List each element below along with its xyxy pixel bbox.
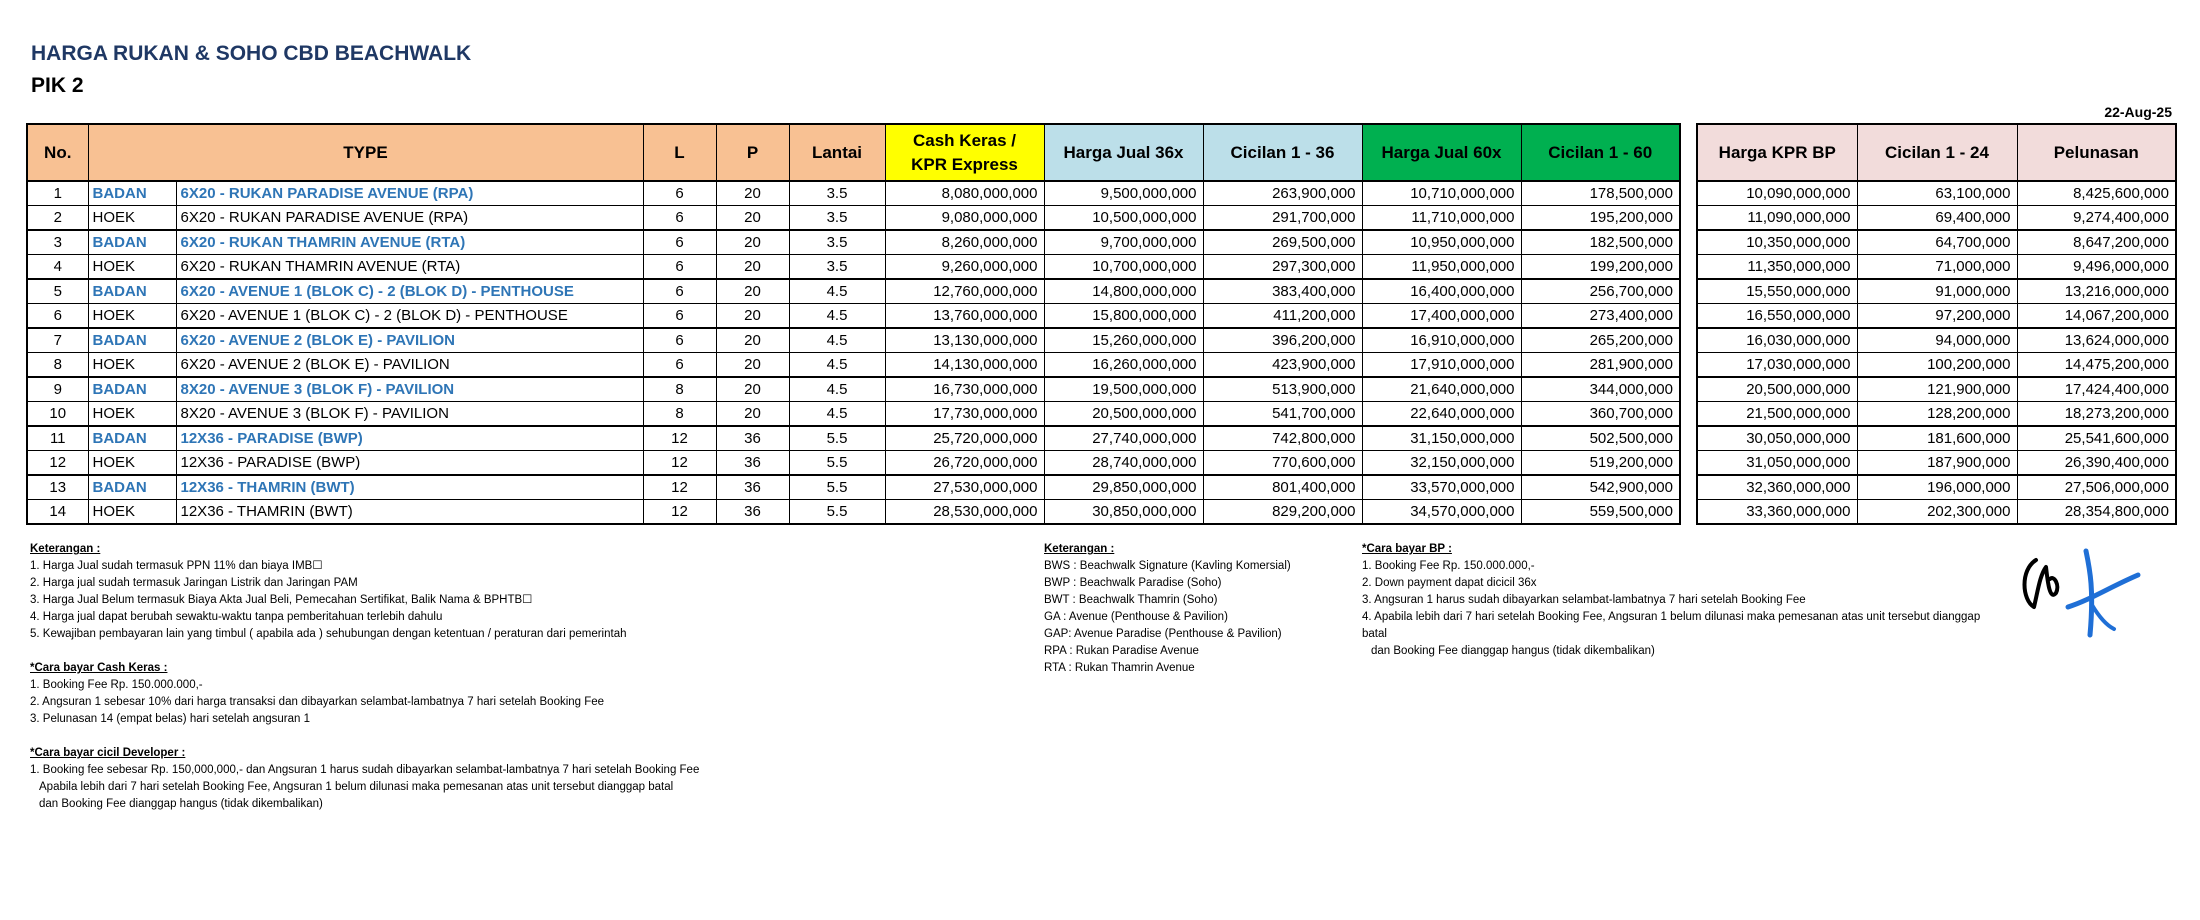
row-type: 6X20 - RUKAN THAMRIN AVENUE (RTA) bbox=[176, 230, 643, 255]
row-cicilan-36: 411,200,000 bbox=[1203, 304, 1362, 329]
row-cicilan-60: 265,200,000 bbox=[1521, 328, 1680, 353]
row-lantai: 4.5 bbox=[789, 328, 885, 353]
kpr-row bbox=[1697, 500, 2176, 525]
row-pelunasan: 18,273,200,000 bbox=[2017, 402, 2176, 427]
row-harga-36: 14,800,000,000 bbox=[1044, 279, 1203, 304]
cash-heading: *Cara bayar Cash Keras : bbox=[30, 662, 168, 674]
header-harga-36: Harga Jual 36x bbox=[1044, 124, 1203, 181]
row-cash-keras: 27,530,000,000 bbox=[885, 475, 1044, 500]
row-pelunasan: 28,354,800,000 bbox=[2017, 500, 2176, 525]
row-position: BADAN bbox=[88, 426, 176, 451]
row-l: 6 bbox=[643, 304, 716, 329]
row-p: 20 bbox=[716, 377, 789, 402]
row-cash-keras: 28,530,000,000 bbox=[885, 500, 1044, 525]
row-cicilan-24: 71,000,000 bbox=[1857, 255, 2017, 280]
row-type: 12X36 - THAMRIN (BWT) bbox=[176, 475, 643, 500]
row-cash-keras: 13,130,000,000 bbox=[885, 328, 1044, 353]
row-lantai: 4.5 bbox=[789, 402, 885, 427]
row-cicilan-60: 199,200,000 bbox=[1521, 255, 1680, 280]
abbrev-item: RTA : Rukan Thamrin Avenue bbox=[1044, 662, 1195, 674]
row-number: 5 bbox=[27, 279, 88, 304]
row-position: HOEK bbox=[88, 304, 176, 329]
row-lantai: 3.5 bbox=[789, 206, 885, 231]
kpr-row bbox=[1697, 402, 2176, 427]
row-number: 11 bbox=[27, 426, 88, 451]
row-harga-36: 29,850,000,000 bbox=[1044, 475, 1203, 500]
row-harga-36: 16,260,000,000 bbox=[1044, 353, 1203, 378]
row-pelunasan: 8,425,600,000 bbox=[2017, 181, 2176, 206]
row-harga-36: 10,500,000,000 bbox=[1044, 206, 1203, 231]
row-lantai: 5.5 bbox=[789, 475, 885, 500]
row-type: 6X20 - RUKAN PARADISE AVENUE (RPA) bbox=[176, 206, 643, 231]
row-type: 6X20 - AVENUE 2 (BLOK E) - PAVILION bbox=[176, 353, 643, 378]
row-cicilan-24: 181,600,000 bbox=[1857, 426, 2017, 451]
row-cicilan-60: 178,500,000 bbox=[1521, 181, 1680, 206]
row-lantai: 4.5 bbox=[789, 279, 885, 304]
row-lantai: 3.5 bbox=[789, 255, 885, 280]
row-harga-36: 15,800,000,000 bbox=[1044, 304, 1203, 329]
row-cicilan-36: 801,400,000 bbox=[1203, 475, 1362, 500]
row-pelunasan: 17,424,400,000 bbox=[2017, 377, 2176, 402]
row-type: 6X20 - AVENUE 1 (BLOK C) - 2 (BLOK D) - PENTHOUSE bbox=[176, 279, 643, 304]
row-l: 12 bbox=[643, 475, 716, 500]
row-lantai: 3.5 bbox=[789, 181, 885, 206]
keterangan-item: 1. Harga Jual sudah termasuk PPN 11% dan biaya IMB☐ bbox=[30, 560, 323, 572]
row-number: 2 bbox=[27, 206, 88, 231]
table-row bbox=[27, 230, 1680, 255]
row-cicilan-24: 97,200,000 bbox=[1857, 304, 2017, 329]
row-position: BADAN bbox=[88, 181, 176, 206]
row-cicilan-36: 297,300,000 bbox=[1203, 255, 1362, 280]
developer-heading: *Cara bayar cicil Developer : bbox=[30, 747, 186, 759]
row-lantai: 4.5 bbox=[789, 304, 885, 329]
kpr-table bbox=[1696, 123, 2177, 525]
row-cash-keras: 16,730,000,000 bbox=[885, 377, 1044, 402]
row-harga-60: 17,400,000,000 bbox=[1362, 304, 1521, 329]
row-harga-60: 16,910,000,000 bbox=[1362, 328, 1521, 353]
bp-item: dan Booking Fee dianggap hangus (tidak dikembalikan) bbox=[1371, 645, 1655, 657]
keterangan-item: 3. Harga Jual Belum termasuk Biaya Akta Jual Beli, Pemecahan Sertifikat, Balik Nama & BPHTB☐ bbox=[30, 594, 533, 606]
row-type: 6X20 - AVENUE 2 (BLOK E) - PAVILION bbox=[176, 328, 643, 353]
row-pelunasan: 25,541,600,000 bbox=[2017, 426, 2176, 451]
row-cash-keras: 8,080,000,000 bbox=[885, 181, 1044, 206]
row-harga-kpr: 11,090,000,000 bbox=[1697, 206, 1857, 231]
developer-item: Apabila lebih dari 7 hari setelah Booking Fee, Angsuran 1 belum dilunasi maka pemesanan atas unit tersebut dianggap batal bbox=[39, 781, 674, 793]
keterangan-heading: Keterangan : bbox=[30, 543, 101, 555]
row-l: 6 bbox=[643, 230, 716, 255]
table-row bbox=[27, 402, 1680, 427]
document-date: 22-Aug-25 bbox=[2104, 104, 2172, 120]
row-cicilan-36: 742,800,000 bbox=[1203, 426, 1362, 451]
row-l: 6 bbox=[643, 279, 716, 304]
row-position: BADAN bbox=[88, 328, 176, 353]
row-harga-kpr: 32,360,000,000 bbox=[1697, 475, 1857, 500]
header-p: P bbox=[716, 124, 789, 181]
row-number: 7 bbox=[27, 328, 88, 353]
abbrev-item: BWT : Beachwalk Thamrin (Soho) bbox=[1044, 594, 1218, 606]
row-cicilan-36: 423,900,000 bbox=[1203, 353, 1362, 378]
signature-mark bbox=[2010, 545, 2170, 645]
abbrev-item: BWS : Beachwalk Signature (Kavling Komersial) bbox=[1044, 560, 1291, 572]
table-row bbox=[27, 328, 1680, 353]
abbrev-item: GA : Avenue (Penthouse & Pavilion) bbox=[1044, 611, 1228, 623]
table-row bbox=[27, 279, 1680, 304]
row-p: 20 bbox=[716, 328, 789, 353]
header-harga-kpr: Harga KPR BP bbox=[1697, 124, 1857, 181]
kpr-row bbox=[1697, 451, 2176, 476]
row-number: 13 bbox=[27, 475, 88, 500]
row-number: 6 bbox=[27, 304, 88, 329]
row-harga-36: 19,500,000,000 bbox=[1044, 377, 1203, 402]
row-number: 8 bbox=[27, 353, 88, 378]
row-harga-60: 32,150,000,000 bbox=[1362, 451, 1521, 476]
row-p: 20 bbox=[716, 279, 789, 304]
row-cicilan-60: 182,500,000 bbox=[1521, 230, 1680, 255]
kpr-row bbox=[1697, 353, 2176, 378]
keterangan-item: 5. Kewajiban pembayaran lain yang timbul ( apabila ada ) sehubungan dengan ketentuan / peraturan dari pemerintah bbox=[30, 628, 627, 640]
row-pelunasan: 9,274,400,000 bbox=[2017, 206, 2176, 231]
row-lantai: 4.5 bbox=[789, 353, 885, 378]
kpr-row bbox=[1697, 230, 2176, 255]
row-p: 20 bbox=[716, 181, 789, 206]
row-cash-keras: 17,730,000,000 bbox=[885, 402, 1044, 427]
row-l: 6 bbox=[643, 328, 716, 353]
row-harga-60: 10,950,000,000 bbox=[1362, 230, 1521, 255]
row-position: BADAN bbox=[88, 279, 176, 304]
header-harga-60: Harga Jual 60x bbox=[1362, 124, 1521, 181]
table-row bbox=[27, 451, 1680, 476]
row-harga-kpr: 11,350,000,000 bbox=[1697, 255, 1857, 280]
row-cash-keras: 26,720,000,000 bbox=[885, 451, 1044, 476]
keterangan-item: 2. Harga jual sudah termasuk Jaringan Listrik dan Jaringan PAM bbox=[30, 577, 358, 589]
row-p: 20 bbox=[716, 230, 789, 255]
row-type: 6X20 - RUKAN THAMRIN AVENUE (RTA) bbox=[176, 255, 643, 280]
row-p: 20 bbox=[716, 402, 789, 427]
row-l: 8 bbox=[643, 402, 716, 427]
table-row bbox=[27, 206, 1680, 231]
row-cicilan-36: 263,900,000 bbox=[1203, 181, 1362, 206]
row-cicilan-60: 195,200,000 bbox=[1521, 206, 1680, 231]
row-harga-60: 22,640,000,000 bbox=[1362, 402, 1521, 427]
row-cicilan-60: 281,900,000 bbox=[1521, 353, 1680, 378]
row-cicilan-60: 256,700,000 bbox=[1521, 279, 1680, 304]
cash-item: 2. Angsuran 1 sebesar 10% dari harga transaksi dan dibayarkan selambat-lambatnya 7 hari setelah Booking Fee bbox=[30, 696, 605, 708]
row-harga-kpr: 10,090,000,000 bbox=[1697, 181, 1857, 206]
row-harga-60: 10,710,000,000 bbox=[1362, 181, 1521, 206]
row-cicilan-24: 63,100,000 bbox=[1857, 181, 2017, 206]
row-number: 4 bbox=[27, 255, 88, 280]
header-cicilan-24: Cicilan 1 - 24 bbox=[1857, 124, 2017, 181]
row-pelunasan: 27,506,000,000 bbox=[2017, 475, 2176, 500]
row-harga-36: 10,700,000,000 bbox=[1044, 255, 1203, 280]
row-position: BADAN bbox=[88, 377, 176, 402]
row-cicilan-36: 396,200,000 bbox=[1203, 328, 1362, 353]
table-row bbox=[27, 181, 1680, 206]
row-cicilan-36: 269,500,000 bbox=[1203, 230, 1362, 255]
row-lantai: 3.5 bbox=[789, 230, 885, 255]
row-pelunasan: 14,067,200,000 bbox=[2017, 304, 2176, 329]
kpr-row bbox=[1697, 279, 2176, 304]
table-row bbox=[27, 426, 1680, 451]
row-cicilan-24: 196,000,000 bbox=[1857, 475, 2017, 500]
row-cicilan-36: 291,700,000 bbox=[1203, 206, 1362, 231]
row-cicilan-60: 360,700,000 bbox=[1521, 402, 1680, 427]
developer-item: 1. Booking fee sebesar Rp. 150,000,000,- dan Angsuran 1 harus sudah dibayarkan selambat-lambatnya 7 hari setelah Booking Fee bbox=[30, 764, 700, 776]
bp-item: 3. Angsuran 1 harus sudah dibayarkan selambat-lambatnya 7 hari setelah Booking Fee bbox=[1362, 594, 1806, 606]
row-harga-kpr: 33,360,000,000 bbox=[1697, 500, 1857, 525]
row-cash-keras: 25,720,000,000 bbox=[885, 426, 1044, 451]
row-cash-keras: 12,760,000,000 bbox=[885, 279, 1044, 304]
row-number: 3 bbox=[27, 230, 88, 255]
notes-left bbox=[30, 541, 1030, 813]
kpr-row bbox=[1697, 475, 2176, 500]
row-l: 6 bbox=[643, 181, 716, 206]
kpr-row bbox=[1697, 206, 2176, 231]
row-p: 20 bbox=[716, 206, 789, 231]
row-harga-kpr: 20,500,000,000 bbox=[1697, 377, 1857, 402]
notes-bp bbox=[1362, 541, 2002, 660]
header-type: TYPE bbox=[88, 124, 643, 181]
row-harga-36: 20,500,000,000 bbox=[1044, 402, 1203, 427]
row-harga-60: 17,910,000,000 bbox=[1362, 353, 1521, 378]
row-cicilan-36: 513,900,000 bbox=[1203, 377, 1362, 402]
row-harga-kpr: 31,050,000,000 bbox=[1697, 451, 1857, 476]
row-cicilan-24: 94,000,000 bbox=[1857, 328, 2017, 353]
row-harga-60: 33,570,000,000 bbox=[1362, 475, 1521, 500]
row-cicilan-36: 383,400,000 bbox=[1203, 279, 1362, 304]
row-pelunasan: 14,475,200,000 bbox=[2017, 353, 2176, 378]
price-table bbox=[26, 123, 1681, 525]
table-row bbox=[27, 304, 1680, 329]
kpr-row bbox=[1697, 328, 2176, 353]
row-cash-keras: 14,130,000,000 bbox=[885, 353, 1044, 378]
row-l: 6 bbox=[643, 206, 716, 231]
abbrev-item: BWP : Beachwalk Paradise (Soho) bbox=[1044, 577, 1222, 589]
table-header-row bbox=[27, 124, 1680, 181]
row-cicilan-24: 187,900,000 bbox=[1857, 451, 2017, 476]
row-l: 12 bbox=[643, 500, 716, 525]
row-cicilan-60: 519,200,000 bbox=[1521, 451, 1680, 476]
header-l: L bbox=[643, 124, 716, 181]
row-type: 12X36 - PARADISE (BWP) bbox=[176, 426, 643, 451]
header-cash-keras-line1: Cash Keras / bbox=[913, 130, 1016, 150]
row-p: 20 bbox=[716, 353, 789, 378]
row-harga-60: 21,640,000,000 bbox=[1362, 377, 1521, 402]
bp-item: 2. Down payment dapat dicicil 36x bbox=[1362, 577, 1537, 589]
header-lantai: Lantai bbox=[789, 124, 885, 181]
bp-item: 1. Booking Fee Rp. 150.000.000,- bbox=[1362, 560, 1535, 572]
row-position: HOEK bbox=[88, 451, 176, 476]
row-harga-36: 9,500,000,000 bbox=[1044, 181, 1203, 206]
row-p: 36 bbox=[716, 475, 789, 500]
row-l: 8 bbox=[643, 377, 716, 402]
row-l: 12 bbox=[643, 451, 716, 476]
row-harga-kpr: 21,500,000,000 bbox=[1697, 402, 1857, 427]
row-position: HOEK bbox=[88, 255, 176, 280]
row-position: BADAN bbox=[88, 475, 176, 500]
row-harga-kpr: 16,550,000,000 bbox=[1697, 304, 1857, 329]
row-harga-kpr: 16,030,000,000 bbox=[1697, 328, 1857, 353]
row-cicilan-60: 502,500,000 bbox=[1521, 426, 1680, 451]
table-row bbox=[27, 353, 1680, 378]
row-cicilan-24: 64,700,000 bbox=[1857, 230, 2017, 255]
row-type: 6X20 - AVENUE 1 (BLOK C) - 2 (BLOK D) - PENTHOUSE bbox=[176, 304, 643, 329]
row-harga-36: 30,850,000,000 bbox=[1044, 500, 1203, 525]
row-pelunasan: 8,647,200,000 bbox=[2017, 230, 2176, 255]
abbrev-heading: Keterangan : bbox=[1044, 543, 1115, 555]
row-p: 20 bbox=[716, 304, 789, 329]
header-cash-keras bbox=[885, 124, 1044, 181]
table-row bbox=[27, 255, 1680, 280]
row-l: 6 bbox=[643, 255, 716, 280]
row-lantai: 5.5 bbox=[789, 451, 885, 476]
row-harga-kpr: 15,550,000,000 bbox=[1697, 279, 1857, 304]
notes-abbreviations bbox=[1044, 541, 1344, 677]
kpr-header-row bbox=[1697, 124, 2176, 181]
row-cicilan-60: 273,400,000 bbox=[1521, 304, 1680, 329]
abbrev-item: RPA : Rukan Paradise Avenue bbox=[1044, 645, 1199, 657]
row-pelunasan: 9,496,000,000 bbox=[2017, 255, 2176, 280]
row-number: 14 bbox=[27, 500, 88, 525]
header-cash-keras-line2: KPR Express bbox=[911, 154, 1018, 174]
row-harga-60: 11,950,000,000 bbox=[1362, 255, 1521, 280]
kpr-row bbox=[1697, 426, 2176, 451]
row-cicilan-24: 202,300,000 bbox=[1857, 500, 2017, 525]
row-cicilan-60: 559,500,000 bbox=[1521, 500, 1680, 525]
header-cicilan-60: Cicilan 1 - 60 bbox=[1521, 124, 1680, 181]
row-number: 1 bbox=[27, 181, 88, 206]
row-cicilan-36: 829,200,000 bbox=[1203, 500, 1362, 525]
document-subtitle: PIK 2 bbox=[31, 74, 84, 97]
row-harga-36: 9,700,000,000 bbox=[1044, 230, 1203, 255]
row-type: 12X36 - THAMRIN (BWT) bbox=[176, 500, 643, 525]
header-cicilan-36: Cicilan 1 - 36 bbox=[1203, 124, 1362, 181]
row-cicilan-36: 541,700,000 bbox=[1203, 402, 1362, 427]
row-position: BADAN bbox=[88, 230, 176, 255]
abbrev-item: GAP: Avenue Paradise (Penthouse & Pavilion) bbox=[1044, 628, 1282, 640]
row-cash-keras: 13,760,000,000 bbox=[885, 304, 1044, 329]
table-row bbox=[27, 377, 1680, 402]
row-cicilan-24: 100,200,000 bbox=[1857, 353, 2017, 378]
header-pelunasan: Pelunasan bbox=[2017, 124, 2176, 181]
row-lantai: 5.5 bbox=[789, 500, 885, 525]
row-harga-36: 28,740,000,000 bbox=[1044, 451, 1203, 476]
cash-item: 3. Pelunasan 14 (empat belas) hari setelah angsuran 1 bbox=[30, 713, 311, 725]
document-title: HARGA RUKAN & SOHO CBD BEACHWALK bbox=[31, 42, 472, 65]
kpr-row bbox=[1697, 377, 2176, 402]
row-cash-keras: 9,260,000,000 bbox=[885, 255, 1044, 280]
row-lantai: 4.5 bbox=[789, 377, 885, 402]
row-l: 6 bbox=[643, 353, 716, 378]
table-row bbox=[27, 500, 1680, 525]
row-harga-kpr: 30,050,000,000 bbox=[1697, 426, 1857, 451]
row-cicilan-24: 69,400,000 bbox=[1857, 206, 2017, 231]
row-harga-60: 11,710,000,000 bbox=[1362, 206, 1521, 231]
row-p: 36 bbox=[716, 426, 789, 451]
row-harga-kpr: 17,030,000,000 bbox=[1697, 353, 1857, 378]
row-harga-60: 16,400,000,000 bbox=[1362, 279, 1521, 304]
row-type: 8X20 - AVENUE 3 (BLOK F) - PAVILION bbox=[176, 402, 643, 427]
row-pelunasan: 13,216,000,000 bbox=[2017, 279, 2176, 304]
bp-heading: *Cara bayar BP : bbox=[1362, 543, 1452, 555]
row-cicilan-24: 128,200,000 bbox=[1857, 402, 2017, 427]
row-pelunasan: 13,624,000,000 bbox=[2017, 328, 2176, 353]
table-row bbox=[27, 475, 1680, 500]
row-lantai: 5.5 bbox=[789, 426, 885, 451]
kpr-row bbox=[1697, 304, 2176, 329]
row-cicilan-24: 121,900,000 bbox=[1857, 377, 2017, 402]
row-cicilan-60: 542,900,000 bbox=[1521, 475, 1680, 500]
row-number: 10 bbox=[27, 402, 88, 427]
row-harga-60: 34,570,000,000 bbox=[1362, 500, 1521, 525]
row-p: 20 bbox=[716, 255, 789, 280]
row-l: 12 bbox=[643, 426, 716, 451]
row-type: 6X20 - RUKAN PARADISE AVENUE (RPA) bbox=[176, 181, 643, 206]
row-cicilan-36: 770,600,000 bbox=[1203, 451, 1362, 476]
row-number: 12 bbox=[27, 451, 88, 476]
row-position: HOEK bbox=[88, 206, 176, 231]
row-p: 36 bbox=[716, 451, 789, 476]
row-number: 9 bbox=[27, 377, 88, 402]
kpr-row bbox=[1697, 255, 2176, 280]
row-cicilan-24: 91,000,000 bbox=[1857, 279, 2017, 304]
developer-item: dan Booking Fee dianggap hangus (tidak dikembalikan) bbox=[39, 798, 323, 810]
row-harga-60: 31,150,000,000 bbox=[1362, 426, 1521, 451]
row-harga-36: 15,260,000,000 bbox=[1044, 328, 1203, 353]
row-harga-kpr: 10,350,000,000 bbox=[1697, 230, 1857, 255]
bp-item: 4. Apabila lebih dari 7 hari setelah Booking Fee, Angsuran 1 belum dilunasi maka pemesanan atas unit tersebut dianggap batal bbox=[1362, 611, 1981, 640]
row-position: HOEK bbox=[88, 353, 176, 378]
row-cash-keras: 9,080,000,000 bbox=[885, 206, 1044, 231]
cash-item: 1. Booking Fee Rp. 150.000.000,- bbox=[30, 679, 203, 691]
row-cash-keras: 8,260,000,000 bbox=[885, 230, 1044, 255]
row-cicilan-60: 344,000,000 bbox=[1521, 377, 1680, 402]
row-type: 8X20 - AVENUE 3 (BLOK F) - PAVILION bbox=[176, 377, 643, 402]
row-position: HOEK bbox=[88, 402, 176, 427]
keterangan-item: 4. Harga jual dapat berubah sewaktu-waktu tanpa pemberitahuan terlebih dahulu bbox=[30, 611, 443, 623]
row-p: 36 bbox=[716, 500, 789, 525]
row-harga-36: 27,740,000,000 bbox=[1044, 426, 1203, 451]
header-no: No. bbox=[27, 124, 88, 181]
row-position: HOEK bbox=[88, 500, 176, 525]
row-pelunasan: 26,390,400,000 bbox=[2017, 451, 2176, 476]
row-type: 12X36 - PARADISE (BWP) bbox=[176, 451, 643, 476]
kpr-row bbox=[1697, 181, 2176, 206]
